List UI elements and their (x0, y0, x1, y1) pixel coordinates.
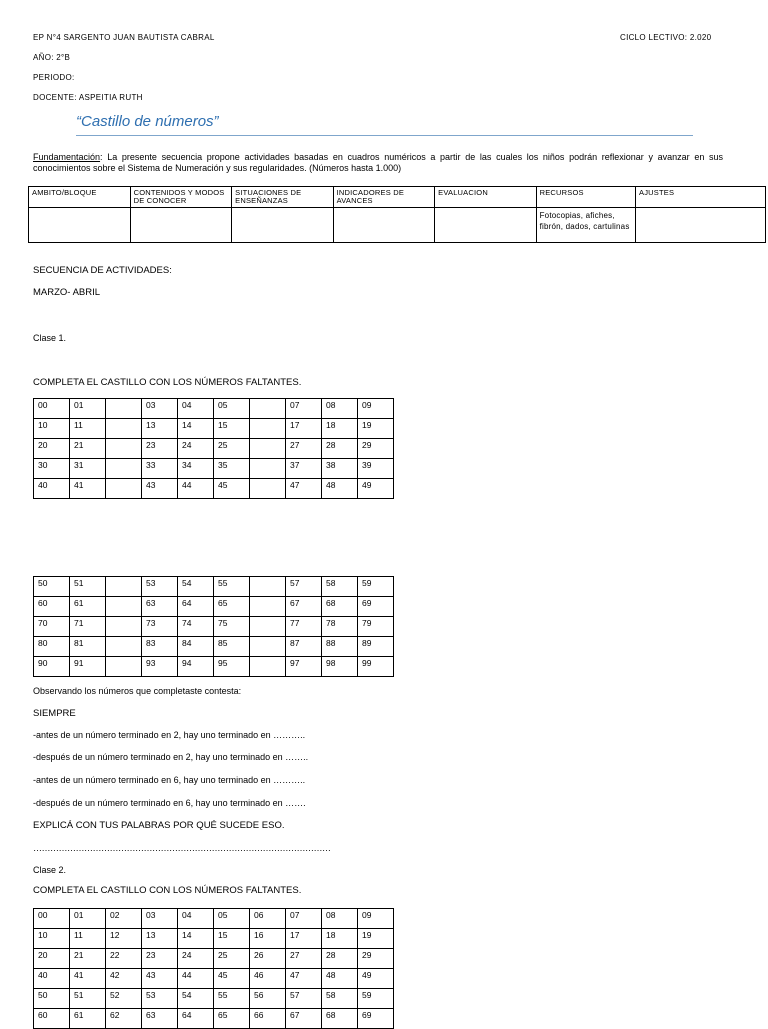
plan-header-cell: INDICADORES DE AVANCES (333, 187, 435, 208)
grid-cell: 71 (70, 617, 106, 637)
grid-cell: 13 (142, 929, 178, 949)
grid-cell: 31 (70, 459, 106, 479)
grid-cell: 98 (322, 657, 358, 677)
grid-cell-blank[interactable] (250, 597, 286, 617)
grid-cell: 17 (286, 929, 322, 949)
grid-cell: 50 (34, 989, 70, 1009)
grid-cell: 85 (214, 637, 250, 657)
period-label: PERIODO: (33, 73, 75, 82)
plan-cell-recursos: Fotocopias, afiches, fibrón, dados, cartulinas (536, 208, 635, 243)
grid-row (34, 637, 394, 657)
grid-cell-blank[interactable] (106, 439, 142, 459)
grid-cell: 53 (142, 989, 178, 1009)
clase1-label: Clase 1. (33, 333, 67, 343)
grid-cell: 44 (178, 479, 214, 499)
grid-row (34, 597, 394, 617)
year-label: AÑO: 2°B (33, 53, 71, 62)
grid-row (34, 479, 394, 499)
plan-cell (435, 208, 536, 243)
grid-cell: 01 (70, 909, 106, 929)
grid-cell: 00 (34, 909, 70, 929)
grid-cell: 52 (106, 989, 142, 1009)
grid-cell: 43 (142, 479, 178, 499)
grid-cell: 97 (286, 657, 322, 677)
grid-cell: 25 (214, 439, 250, 459)
grid-cell: 09 (358, 399, 394, 419)
grid-cell: 23 (142, 949, 178, 969)
grid-cell: 02 (106, 909, 142, 929)
grid-cell: 61 (70, 1009, 106, 1029)
grid-cell-blank[interactable] (106, 459, 142, 479)
grid-cell: 03 (142, 399, 178, 419)
plan-cell (333, 208, 435, 243)
grid-cell: 89 (358, 637, 394, 657)
grid-cell: 79 (358, 617, 394, 637)
grid-row (34, 459, 394, 479)
plan-cell (232, 208, 334, 243)
grid-cell: 11 (70, 929, 106, 949)
clase2-instruction: COMPLETA EL CASTILLO CON LOS NÚMEROS FALTANTES. (33, 885, 302, 896)
grid-cell: 15 (214, 929, 250, 949)
grid-cell: 28 (322, 439, 358, 459)
grid-cell: 68 (322, 597, 358, 617)
grid-cell: 65 (214, 597, 250, 617)
fundamentacion-text: : La presente secuencia propone actividades basadas en cuadros numéricos a partir de las cuales los niños podrán reflexionar y avanzar en sus conocimientos sobre el Sistema de Numeración y sus regularidades. (Números hasta 1.000) (33, 152, 723, 173)
grid-cell: 05 (214, 399, 250, 419)
grid-cell: 11 (70, 419, 106, 439)
grid-cell: 18 (322, 929, 358, 949)
grid-cell: 15 (214, 419, 250, 439)
plan-header-cell: SITUACIONES DE ENSEÑANZAS (232, 187, 334, 208)
grid-cell: 41 (70, 969, 106, 989)
grid-cell: 29 (358, 949, 394, 969)
grid-cell: 24 (178, 949, 214, 969)
explain-instruction: EXPLICÁ CON TUS PALABRAS POR QUÉ SUCEDE ESO. (33, 820, 285, 831)
grid-row (34, 989, 394, 1009)
grid-cell: 45 (214, 479, 250, 499)
grid-cell: 93 (142, 657, 178, 677)
grid-cell: 27 (286, 949, 322, 969)
grid-row (34, 969, 394, 989)
plan-cell (29, 208, 131, 243)
number-grid-complete (33, 908, 394, 1029)
grid-cell: 51 (70, 989, 106, 1009)
grid-cell: 07 (286, 909, 322, 929)
grid-cell-blank[interactable] (250, 637, 286, 657)
grid-cell-blank[interactable] (250, 657, 286, 677)
grid-cell: 94 (178, 657, 214, 677)
grid-cell: 48 (322, 479, 358, 499)
grid-row (34, 399, 394, 419)
grid-row (34, 439, 394, 459)
grid-cell: 37 (286, 459, 322, 479)
grid-cell-blank[interactable] (250, 419, 286, 439)
grid-cell: 34 (178, 459, 214, 479)
grid-cell: 80 (34, 637, 70, 657)
grid-cell: 81 (70, 637, 106, 657)
grid-cell-blank[interactable] (106, 577, 142, 597)
grid-cell: 63 (142, 597, 178, 617)
grid-cell-blank[interactable] (250, 617, 286, 637)
grid-cell: 78 (322, 617, 358, 637)
fundamentacion-paragraph (33, 152, 723, 174)
grid-cell: 64 (178, 1009, 214, 1029)
grid-cell: 65 (214, 1009, 250, 1029)
grid-cell: 53 (142, 577, 178, 597)
question-item: -antes de un número terminado en 6, hay uno terminado en ……….. (33, 775, 306, 785)
grid-cell: 23 (142, 439, 178, 459)
grid-cell: 04 (178, 399, 214, 419)
grid-cell: 73 (142, 617, 178, 637)
grid-cell: 67 (286, 1009, 322, 1029)
document-title: “Castillo de números” (76, 113, 219, 130)
grid-cell: 43 (142, 969, 178, 989)
grid-cell: 70 (34, 617, 70, 637)
grid-cell: 45 (214, 969, 250, 989)
grid-cell: 88 (322, 637, 358, 657)
grid-cell: 58 (322, 577, 358, 597)
grid-cell: 03 (142, 909, 178, 929)
grid-row (34, 419, 394, 439)
grid-cell: 39 (358, 459, 394, 479)
grid-cell: 44 (178, 969, 214, 989)
grid-cell: 05 (214, 909, 250, 929)
grid-cell-blank[interactable] (106, 597, 142, 617)
grid-cell: 21 (70, 949, 106, 969)
grid-cell-blank[interactable] (250, 459, 286, 479)
question-item: -después de un número terminado en 2, hay uno terminado en …….. (33, 752, 309, 762)
fundamentacion-label: Fundamentación (33, 152, 101, 162)
plan-cell (636, 208, 766, 243)
grid-cell: 08 (322, 399, 358, 419)
sequence-title: SECUENCIA DE ACTIVIDADES: (33, 265, 172, 276)
grid-cell: 61 (70, 597, 106, 617)
grid-row (34, 909, 394, 929)
question-item: -después de un número terminado en 6, hay uno terminado en ……. (33, 798, 306, 808)
grid-cell: 63 (142, 1009, 178, 1029)
grid-cell: 22 (106, 949, 142, 969)
grid-cell-blank[interactable] (106, 657, 142, 677)
grid-cell: 47 (286, 479, 322, 499)
plan-header-cell: EVALUACION (435, 187, 536, 208)
grid-cell: 54 (178, 989, 214, 1009)
number-grid-50-99 (33, 576, 394, 677)
grid-cell: 59 (358, 989, 394, 1009)
grid-cell: 67 (286, 597, 322, 617)
grid-cell: 51 (70, 577, 106, 597)
grid-cell: 42 (106, 969, 142, 989)
grid-cell: 91 (70, 657, 106, 677)
grid-cell: 17 (286, 419, 322, 439)
grid-cell: 69 (358, 597, 394, 617)
grid-cell: 26 (250, 949, 286, 969)
grid-cell: 10 (34, 929, 70, 949)
grid-cell: 38 (322, 459, 358, 479)
clase1-instruction: COMPLETA EL CASTILLO CON LOS NÚMEROS FALTANTES. (33, 377, 302, 388)
grid-cell: 74 (178, 617, 214, 637)
grid-cell: 60 (34, 1009, 70, 1029)
grid-cell: 50 (34, 577, 70, 597)
plan-header-cell: AMBITO/BLOQUE (29, 187, 131, 208)
grid-cell: 58 (322, 989, 358, 1009)
grid-cell-blank[interactable] (106, 399, 142, 419)
number-grid-0-49 (33, 398, 394, 499)
grid-cell: 24 (178, 439, 214, 459)
grid-cell: 99 (358, 657, 394, 677)
grid-row (34, 1009, 394, 1029)
grid-cell-blank[interactable] (106, 617, 142, 637)
grid-row (34, 657, 394, 677)
grid-cell: 01 (70, 399, 106, 419)
grid-cell: 21 (70, 439, 106, 459)
grid-cell-blank[interactable] (106, 637, 142, 657)
grid-cell-blank[interactable] (106, 419, 142, 439)
teacher-label: DOCENTE: ASPEITIA RUTH (33, 93, 143, 102)
grid-cell: 20 (34, 949, 70, 969)
answer-dots: …………………………………………………………………………………………… (33, 843, 331, 853)
grid-cell: 46 (250, 969, 286, 989)
grid-row (34, 929, 394, 949)
grid-cell: 04 (178, 909, 214, 929)
grid-cell: 59 (358, 577, 394, 597)
grid-cell: 27 (286, 439, 322, 459)
grid-cell: 14 (178, 929, 214, 949)
grid-cell: 55 (214, 989, 250, 1009)
grid-cell: 33 (142, 459, 178, 479)
grid-cell: 28 (322, 949, 358, 969)
grid-cell: 16 (250, 929, 286, 949)
grid-cell: 19 (358, 419, 394, 439)
grid-cell-blank[interactable] (250, 439, 286, 459)
grid-cell: 77 (286, 617, 322, 637)
grid-cell: 19 (358, 929, 394, 949)
grid-cell: 20 (34, 439, 70, 459)
grid-cell-blank[interactable] (250, 399, 286, 419)
grid-cell: 56 (250, 989, 286, 1009)
observe-instruction: Observando los números que completaste contesta: (33, 686, 242, 696)
grid-row (34, 577, 394, 597)
question-item: -antes de un número terminado en 2, hay uno terminado en ……….. (33, 730, 306, 740)
grid-cell: 09 (358, 909, 394, 929)
grid-cell: 00 (34, 399, 70, 419)
grid-cell: 49 (358, 969, 394, 989)
grid-cell: 07 (286, 399, 322, 419)
plan-header-cell: RECURSOS (536, 187, 635, 208)
grid-cell: 08 (322, 909, 358, 929)
grid-cell: 60 (34, 597, 70, 617)
grid-cell: 25 (214, 949, 250, 969)
grid-cell: 68 (322, 1009, 358, 1029)
grid-cell: 40 (34, 969, 70, 989)
grid-cell: 64 (178, 597, 214, 617)
grid-cell: 62 (106, 1009, 142, 1029)
title-underline (76, 135, 693, 136)
grid-cell: 47 (286, 969, 322, 989)
plan-header-cell: AJUSTES (636, 187, 766, 208)
grid-cell: 30 (34, 459, 70, 479)
plan-header-cell: CONTENIDOS Y MODOS DE CONOCER (130, 187, 231, 208)
siempre-label: SIEMPRE (33, 708, 76, 719)
grid-cell: 14 (178, 419, 214, 439)
grid-row (34, 617, 394, 637)
grid-cell: 57 (286, 989, 322, 1009)
planning-table (28, 186, 766, 243)
grid-cell: 29 (358, 439, 394, 459)
grid-cell: 10 (34, 419, 70, 439)
grid-cell: 57 (286, 577, 322, 597)
grid-cell: 90 (34, 657, 70, 677)
school-name: EP N°4 SARGENTO JUAN BAUTISTA CABRAL (33, 33, 215, 42)
grid-cell: 18 (322, 419, 358, 439)
grid-cell: 06 (250, 909, 286, 929)
grid-cell: 48 (322, 969, 358, 989)
grid-cell: 69 (358, 1009, 394, 1029)
grid-cell: 83 (142, 637, 178, 657)
grid-cell: 35 (214, 459, 250, 479)
grid-cell: 84 (178, 637, 214, 657)
plan-cell (130, 208, 231, 243)
grid-cell: 40 (34, 479, 70, 499)
grid-cell: 66 (250, 1009, 286, 1029)
cycle-label: CICLO LECTIVO: 2.020 (620, 33, 712, 42)
clase2-label: Clase 2. (33, 865, 67, 875)
grid-cell: 12 (106, 929, 142, 949)
grid-cell: 75 (214, 617, 250, 637)
grid-cell: 95 (214, 657, 250, 677)
grid-cell: 55 (214, 577, 250, 597)
grid-cell-blank[interactable] (106, 479, 142, 499)
grid-cell: 87 (286, 637, 322, 657)
months-label: MARZO- ABRIL (33, 287, 101, 298)
grid-cell: 54 (178, 577, 214, 597)
grid-cell: 41 (70, 479, 106, 499)
grid-row (34, 949, 394, 969)
grid-cell: 13 (142, 419, 178, 439)
grid-cell: 49 (358, 479, 394, 499)
grid-cell-blank[interactable] (250, 577, 286, 597)
grid-cell-blank[interactable] (250, 479, 286, 499)
